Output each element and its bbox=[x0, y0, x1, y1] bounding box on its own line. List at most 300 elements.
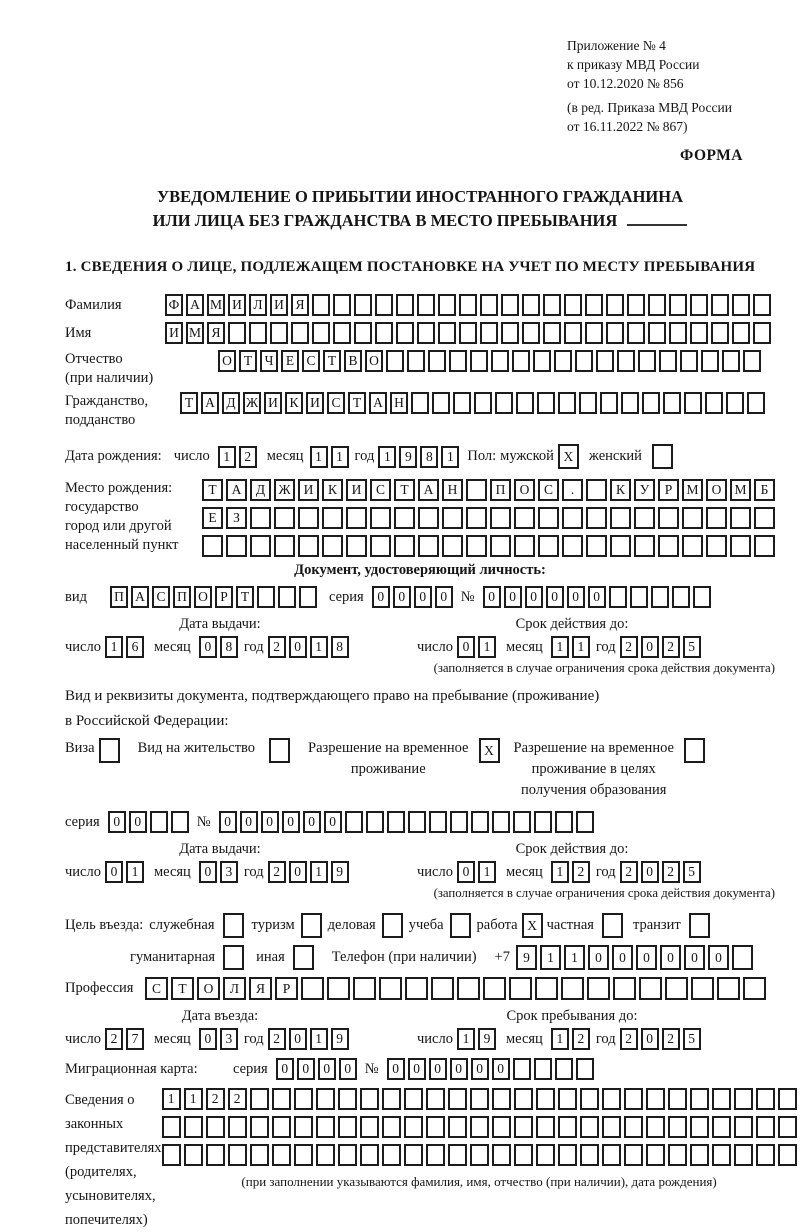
profession-label: Профессия bbox=[65, 980, 134, 996]
char-box: 0 bbox=[567, 586, 585, 608]
char-box bbox=[272, 1116, 291, 1138]
char-box: А bbox=[226, 479, 247, 501]
char-box bbox=[706, 535, 727, 557]
char-box: 1 bbox=[218, 446, 236, 468]
birth-place-row1 bbox=[202, 479, 775, 501]
char-box: И bbox=[306, 392, 324, 414]
char-box: 2 bbox=[662, 636, 680, 658]
char-box bbox=[606, 322, 624, 344]
char-box: Т bbox=[236, 586, 254, 608]
char-box bbox=[627, 322, 645, 344]
char-box: 0 bbox=[641, 636, 659, 658]
char-box bbox=[585, 294, 603, 316]
birth-place-row bbox=[65, 479, 775, 557]
char-box: 2 bbox=[239, 446, 257, 468]
doc-number-boxes bbox=[483, 586, 711, 608]
char-box bbox=[617, 350, 635, 372]
issue-date-heading: Дата выдачи: bbox=[179, 616, 261, 632]
char-box: 1 bbox=[310, 1028, 328, 1050]
annex-revision-note bbox=[567, 98, 759, 136]
char-box: С bbox=[152, 586, 170, 608]
purpose-option-label: туризм bbox=[251, 917, 295, 933]
issue-date-block bbox=[65, 616, 417, 658]
char-box bbox=[536, 1144, 555, 1166]
char-box bbox=[417, 294, 435, 316]
char-box: В bbox=[344, 350, 362, 372]
birth-place-label-line: город или другой bbox=[65, 518, 172, 534]
surname-boxes bbox=[165, 294, 771, 316]
char-box bbox=[162, 1116, 181, 1138]
edu-residence-label-line: Разрешение на временное bbox=[513, 740, 674, 756]
char-box bbox=[480, 294, 498, 316]
char-box bbox=[450, 811, 468, 833]
char-box bbox=[448, 1144, 467, 1166]
residence-permit-option bbox=[138, 738, 290, 763]
valid-day-boxes bbox=[457, 636, 496, 658]
entry-year-boxes bbox=[268, 1028, 349, 1050]
number-label: № bbox=[460, 588, 475, 605]
char-box bbox=[712, 1088, 731, 1110]
purpose-row2 bbox=[130, 945, 775, 970]
char-box: Т bbox=[180, 392, 198, 414]
purpose-option-label: работа bbox=[476, 917, 518, 933]
char-box bbox=[668, 1116, 687, 1138]
char-box bbox=[558, 1088, 577, 1110]
char-box bbox=[580, 1144, 599, 1166]
issue-date-block bbox=[65, 841, 417, 883]
char-box: 1 bbox=[572, 636, 590, 658]
number-label: № bbox=[196, 813, 211, 830]
char-box: Я bbox=[207, 322, 225, 344]
char-box bbox=[466, 535, 487, 557]
char-box bbox=[394, 507, 415, 529]
valid-year-boxes bbox=[620, 861, 701, 883]
char-box bbox=[450, 913, 471, 938]
char-box: С bbox=[327, 392, 345, 414]
char-box bbox=[778, 1144, 797, 1166]
residence-series-boxes bbox=[108, 811, 189, 833]
char-box bbox=[184, 1144, 203, 1166]
char-box bbox=[428, 350, 446, 372]
month-label: месяц bbox=[505, 863, 543, 880]
char-box: 0 bbox=[219, 811, 237, 833]
char-box bbox=[558, 1116, 577, 1138]
char-box bbox=[717, 977, 740, 1000]
purpose-option-label: деловая bbox=[327, 917, 376, 933]
valid-date-heading: Срок действия до: bbox=[515, 616, 629, 632]
char-box bbox=[338, 1144, 357, 1166]
char-box bbox=[534, 1058, 552, 1080]
char-box: Д bbox=[222, 392, 240, 414]
char-box bbox=[474, 392, 492, 414]
char-box bbox=[624, 1088, 643, 1110]
char-box bbox=[382, 1116, 401, 1138]
char-box bbox=[734, 1144, 753, 1166]
char-box: 1 bbox=[184, 1088, 203, 1110]
char-box bbox=[408, 811, 426, 833]
female-checkbox bbox=[652, 444, 673, 469]
male-checkbox bbox=[558, 444, 579, 469]
char-box bbox=[404, 1116, 423, 1138]
char-box: О bbox=[365, 350, 383, 372]
char-box: З bbox=[226, 507, 247, 529]
char-box bbox=[269, 738, 290, 763]
char-box: 0 bbox=[129, 811, 147, 833]
char-box bbox=[753, 322, 771, 344]
char-box bbox=[668, 1088, 687, 1110]
char-box bbox=[669, 322, 687, 344]
representatives-row2 bbox=[162, 1116, 797, 1138]
char-box: 5 bbox=[683, 636, 701, 658]
patronymic-label-line1: Отчество bbox=[65, 351, 123, 367]
issue-month-boxes bbox=[199, 861, 238, 883]
char-box bbox=[522, 322, 540, 344]
char-box bbox=[609, 586, 627, 608]
char-box bbox=[690, 1088, 709, 1110]
representatives-label-line: (родителях, bbox=[65, 1164, 137, 1180]
char-box: X bbox=[479, 738, 500, 763]
char-box bbox=[586, 507, 607, 529]
char-box bbox=[270, 322, 288, 344]
stay-until-heading: Срок пребывания до: bbox=[506, 1008, 638, 1024]
char-box: 2 bbox=[572, 1028, 590, 1050]
char-box bbox=[722, 350, 740, 372]
day-label: число bbox=[417, 638, 453, 655]
char-box: 8 bbox=[220, 636, 238, 658]
surname-row bbox=[65, 294, 775, 316]
char-box bbox=[602, 913, 623, 938]
char-box: Р bbox=[275, 977, 298, 1000]
temp-residence-option bbox=[308, 738, 499, 780]
birth-place-label-line: Место рождения: bbox=[65, 480, 173, 496]
char-box bbox=[99, 738, 120, 763]
purpose-row bbox=[65, 913, 775, 938]
issue-date-heading: Дата выдачи: bbox=[179, 841, 261, 857]
visa-checkbox bbox=[99, 738, 120, 763]
char-box bbox=[431, 977, 454, 1000]
char-box bbox=[743, 977, 766, 1000]
char-box bbox=[150, 811, 168, 833]
valid-year-boxes bbox=[620, 636, 701, 658]
day-label: число bbox=[417, 1030, 453, 1047]
char-box: О bbox=[706, 479, 727, 501]
purpose-study-checkbox bbox=[450, 913, 471, 938]
char-box bbox=[223, 945, 244, 970]
month-label: месяц bbox=[505, 1030, 543, 1047]
char-box bbox=[316, 1116, 335, 1138]
char-box bbox=[206, 1144, 225, 1166]
char-box: 1 bbox=[551, 1028, 569, 1050]
char-box bbox=[624, 1144, 643, 1166]
char-box: 0 bbox=[303, 811, 321, 833]
char-box bbox=[490, 535, 511, 557]
valid-date-heading: Срок действия до: bbox=[515, 841, 629, 857]
char-box bbox=[701, 350, 719, 372]
char-box: 1 bbox=[478, 636, 496, 658]
char-box bbox=[652, 444, 673, 469]
representatives-label-line: законных bbox=[65, 1116, 124, 1132]
char-box: Н bbox=[442, 479, 463, 501]
representatives-row bbox=[65, 1088, 775, 1232]
char-box bbox=[272, 1088, 291, 1110]
year-label: год bbox=[243, 1030, 264, 1047]
edu-residence-label-line: проживание в целях bbox=[531, 761, 656, 777]
phone-prefix: +7 bbox=[494, 949, 510, 965]
char-box bbox=[555, 1058, 573, 1080]
char-box bbox=[298, 535, 319, 557]
issue-day-boxes bbox=[105, 861, 144, 883]
char-box: У bbox=[634, 479, 655, 501]
char-box: 0 bbox=[588, 586, 606, 608]
char-box bbox=[754, 507, 775, 529]
char-box: 5 bbox=[683, 1028, 701, 1050]
representatives-label-line: попечителях) bbox=[65, 1212, 148, 1228]
representatives-boxes bbox=[162, 1088, 797, 1190]
purpose-private-checkbox bbox=[602, 913, 623, 938]
char-box bbox=[558, 392, 576, 414]
char-box: 1 bbox=[331, 446, 349, 468]
char-box bbox=[562, 507, 583, 529]
char-box bbox=[684, 392, 702, 414]
issue-year-boxes bbox=[268, 861, 349, 883]
char-box bbox=[668, 1144, 687, 1166]
char-box bbox=[756, 1144, 775, 1166]
char-box bbox=[250, 535, 271, 557]
char-box bbox=[730, 535, 751, 557]
char-box bbox=[426, 1116, 445, 1138]
char-box: 3 bbox=[220, 861, 238, 883]
char-box bbox=[690, 1116, 709, 1138]
char-box bbox=[382, 913, 403, 938]
char-box bbox=[274, 507, 295, 529]
char-box bbox=[514, 1116, 533, 1138]
char-box bbox=[492, 1116, 511, 1138]
purpose-option-label: гуманитарная bbox=[130, 949, 216, 965]
purpose-label: Цель въезда: bbox=[65, 917, 144, 933]
char-box bbox=[535, 977, 558, 1000]
char-box: О bbox=[514, 479, 535, 501]
purpose-option-label: служебная bbox=[149, 917, 215, 933]
char-box: Т bbox=[171, 977, 194, 1000]
month-label: месяц bbox=[266, 448, 304, 464]
char-box: 1 bbox=[540, 945, 561, 970]
residence-number-boxes bbox=[219, 811, 594, 833]
char-box: 0 bbox=[339, 1058, 357, 1080]
char-box: Т bbox=[394, 479, 415, 501]
month-label: месяц bbox=[153, 638, 191, 655]
char-box: Я bbox=[291, 294, 309, 316]
char-box bbox=[734, 1088, 753, 1110]
char-box bbox=[538, 535, 559, 557]
char-box bbox=[659, 350, 677, 372]
citizenship-label-line2: подданство bbox=[65, 412, 136, 428]
char-box bbox=[338, 1116, 357, 1138]
char-box: К bbox=[610, 479, 631, 501]
char-box bbox=[442, 535, 463, 557]
char-box: 0 bbox=[483, 586, 501, 608]
char-box bbox=[206, 1116, 225, 1138]
birth-place-boxes bbox=[202, 479, 775, 557]
char-box: 0 bbox=[457, 636, 475, 658]
char-box: 1 bbox=[551, 636, 569, 658]
char-box: 1 bbox=[310, 446, 328, 468]
issue-year-boxes bbox=[268, 636, 349, 658]
char-box bbox=[316, 1144, 335, 1166]
migration-series-boxes bbox=[276, 1058, 357, 1080]
char-box: Я bbox=[249, 977, 272, 1000]
char-box: Л bbox=[249, 294, 267, 316]
char-box bbox=[396, 294, 414, 316]
char-box bbox=[396, 322, 414, 344]
char-box bbox=[228, 1144, 247, 1166]
char-box bbox=[658, 535, 679, 557]
char-box bbox=[353, 977, 376, 1000]
representatives-row3 bbox=[162, 1144, 797, 1166]
char-box bbox=[470, 1088, 489, 1110]
char-box: С bbox=[370, 479, 391, 501]
char-box bbox=[651, 586, 669, 608]
representatives-note: (при заполнении указываются фамилия, имя, отчество (при наличии), дата рождения) bbox=[241, 1174, 717, 1189]
series-label: серия bbox=[329, 588, 364, 605]
char-box: 0 bbox=[457, 861, 475, 883]
char-box bbox=[448, 1088, 467, 1110]
char-box: М bbox=[682, 479, 703, 501]
char-box: П bbox=[490, 479, 511, 501]
char-box bbox=[360, 1144, 379, 1166]
stay-until-block bbox=[417, 1008, 775, 1050]
char-box: 7 bbox=[126, 1028, 144, 1050]
char-box bbox=[580, 1116, 599, 1138]
char-box: 2 bbox=[268, 861, 286, 883]
char-box bbox=[682, 535, 703, 557]
char-box bbox=[658, 507, 679, 529]
representatives-label-line: усыновителях, bbox=[65, 1188, 156, 1204]
temp-residence-checkbox bbox=[479, 738, 500, 763]
patronymic-label bbox=[65, 350, 218, 388]
char-box: О bbox=[197, 977, 220, 1000]
char-box bbox=[646, 1116, 665, 1138]
issue-month-boxes bbox=[199, 636, 238, 658]
migration-number-boxes bbox=[387, 1058, 594, 1080]
char-box: С bbox=[145, 977, 168, 1000]
birth-date-row bbox=[65, 444, 775, 469]
char-box bbox=[513, 811, 531, 833]
char-box: И bbox=[298, 479, 319, 501]
char-box: X bbox=[522, 913, 543, 938]
char-box: 0 bbox=[387, 1058, 405, 1080]
char-box bbox=[691, 977, 714, 1000]
char-box bbox=[294, 1116, 313, 1138]
char-box bbox=[639, 977, 662, 1000]
char-box bbox=[483, 977, 506, 1000]
char-box bbox=[638, 350, 656, 372]
char-box: Н bbox=[390, 392, 408, 414]
form-title-line2 bbox=[65, 209, 775, 233]
edu-residence-label-line: получения образования bbox=[521, 782, 667, 798]
char-box bbox=[536, 1088, 555, 1110]
char-box bbox=[630, 586, 648, 608]
char-box bbox=[449, 350, 467, 372]
temp-residence-label-line: Разрешение на временное bbox=[308, 740, 469, 756]
char-box: Б bbox=[754, 479, 775, 501]
char-box: 0 bbox=[289, 1028, 307, 1050]
char-box: 0 bbox=[504, 586, 522, 608]
char-box bbox=[291, 322, 309, 344]
char-box bbox=[689, 913, 710, 938]
char-box bbox=[575, 350, 593, 372]
char-box bbox=[732, 945, 753, 970]
char-box bbox=[712, 1116, 731, 1138]
char-box: 0 bbox=[105, 861, 123, 883]
char-box bbox=[250, 1088, 269, 1110]
char-box: 1 bbox=[478, 861, 496, 883]
char-box bbox=[512, 350, 530, 372]
representatives-row1 bbox=[162, 1088, 797, 1110]
char-box: 2 bbox=[206, 1088, 225, 1110]
char-box bbox=[747, 392, 765, 414]
char-box bbox=[228, 322, 246, 344]
char-box: 0 bbox=[318, 1058, 336, 1080]
char-box: Л bbox=[223, 977, 246, 1000]
year-label: год bbox=[595, 863, 616, 880]
char-box: 0 bbox=[282, 811, 300, 833]
char-box: А bbox=[418, 479, 439, 501]
char-box bbox=[564, 322, 582, 344]
char-box bbox=[646, 1144, 665, 1166]
char-box bbox=[562, 535, 583, 557]
stay-until-row bbox=[417, 1028, 775, 1050]
char-box bbox=[382, 1088, 401, 1110]
char-box bbox=[509, 977, 532, 1000]
residence-doc-intro1: Вид и реквизиты документа, подтверждающего право на пребывание (проживание) bbox=[65, 688, 600, 704]
form-title bbox=[65, 185, 775, 233]
char-box: Р bbox=[215, 586, 233, 608]
char-box bbox=[492, 811, 510, 833]
valid-month-boxes bbox=[551, 861, 590, 883]
valid-day-boxes bbox=[457, 861, 496, 883]
char-box: Т bbox=[323, 350, 341, 372]
annex-line: к приказу МВД России bbox=[567, 57, 700, 72]
temp-residence-label bbox=[308, 738, 468, 780]
char-box bbox=[613, 977, 636, 1000]
char-box: А bbox=[131, 586, 149, 608]
representatives-label bbox=[65, 1088, 162, 1232]
char-box: Ф bbox=[165, 294, 183, 316]
char-box bbox=[596, 350, 614, 372]
char-box bbox=[438, 322, 456, 344]
char-box bbox=[490, 507, 511, 529]
entry-day-boxes bbox=[105, 1028, 144, 1050]
char-box: 2 bbox=[620, 1028, 638, 1050]
char-box bbox=[386, 350, 404, 372]
char-box bbox=[712, 1144, 731, 1166]
char-box bbox=[778, 1088, 797, 1110]
char-box: 9 bbox=[478, 1028, 496, 1050]
char-box bbox=[417, 322, 435, 344]
char-box: 0 bbox=[492, 1058, 510, 1080]
char-box: Ч bbox=[260, 350, 278, 372]
birth-date-label: Дата рождения: bbox=[65, 448, 162, 464]
char-box bbox=[418, 507, 439, 529]
char-box: М bbox=[207, 294, 225, 316]
name-row bbox=[65, 322, 775, 344]
char-box bbox=[514, 1144, 533, 1166]
residence-doc-options bbox=[65, 738, 775, 801]
char-box bbox=[576, 811, 594, 833]
char-box bbox=[514, 1088, 533, 1110]
char-box: 0 bbox=[393, 586, 411, 608]
char-box: М bbox=[730, 479, 751, 501]
